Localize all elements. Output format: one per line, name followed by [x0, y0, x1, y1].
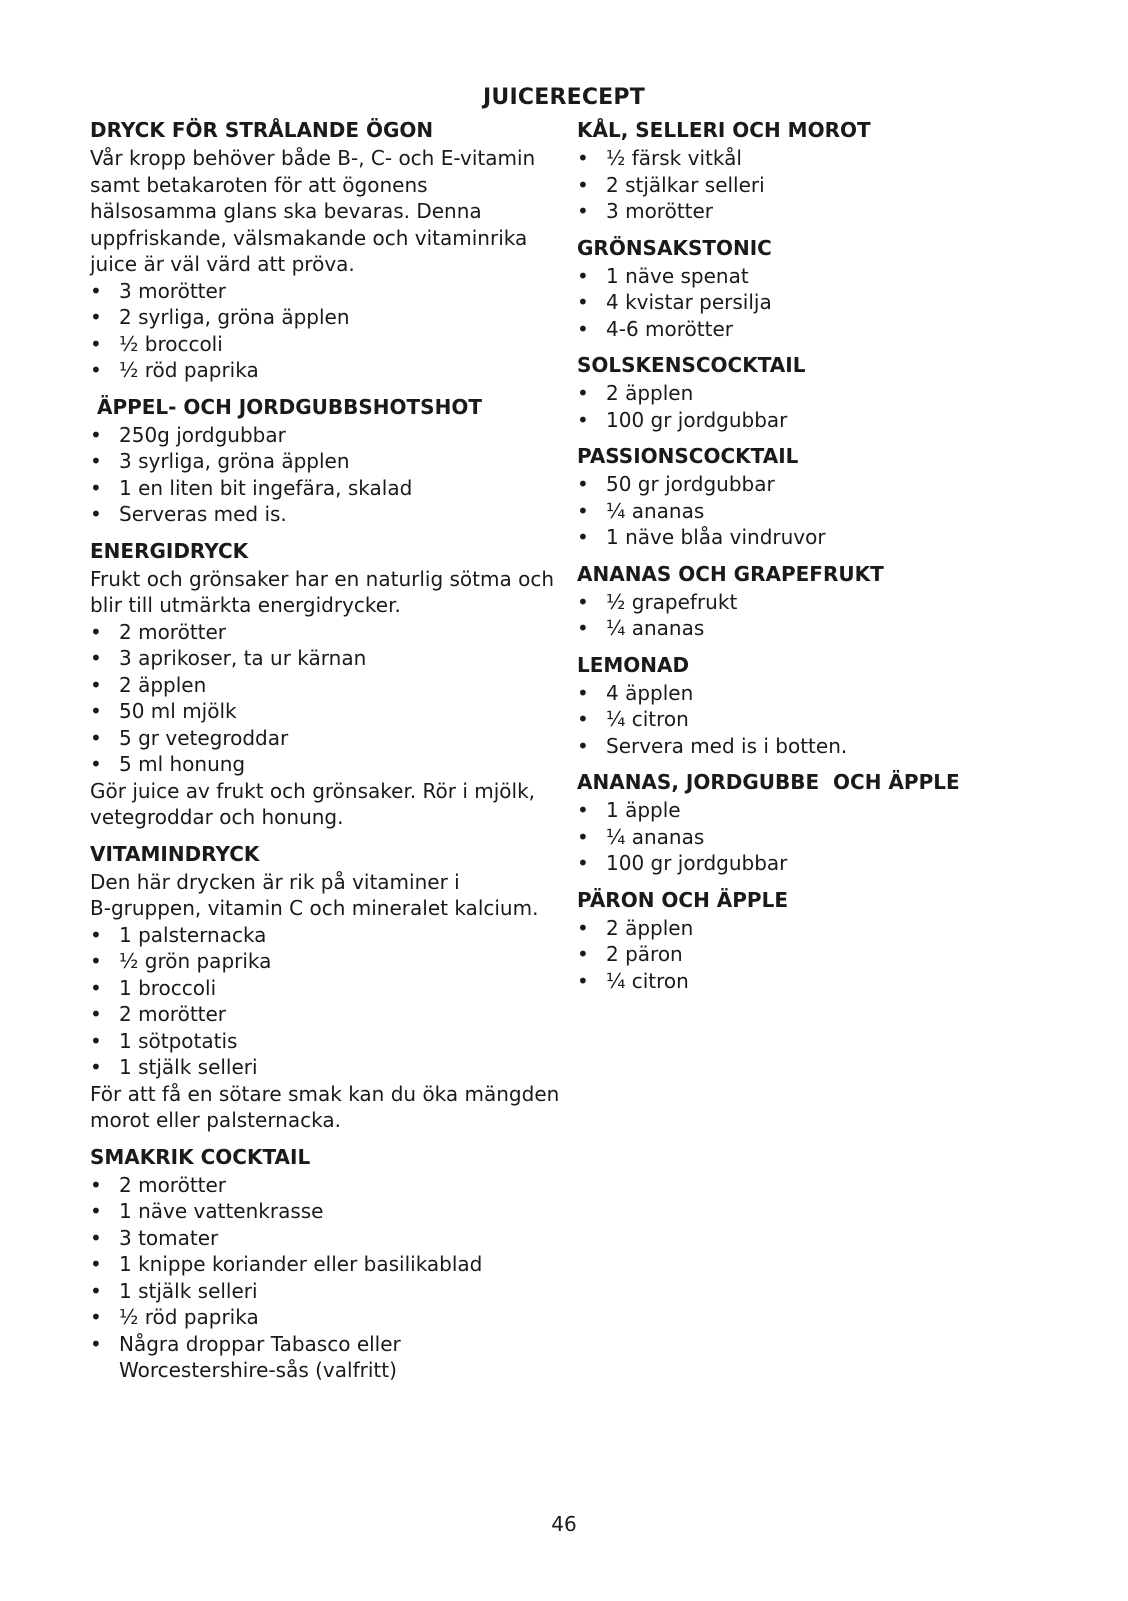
ingredient-item: [90, 698, 570, 725]
ingredient-list: [90, 1172, 570, 1384]
ingredient-text: 3 syrliga, gröna äpplen: [119, 449, 350, 473]
ingredient-item: [577, 706, 1047, 733]
ingredient-list: [577, 471, 1047, 551]
ingredient-text: 2 morötter: [119, 619, 227, 644]
ingredient-item: [90, 645, 570, 672]
recipe-heading: GRÖNSAKSTONIC: [577, 235, 772, 260]
recipe-intro-line: blir till utmärkta energidrycker.: [90, 593, 401, 617]
ingredient-item: [577, 263, 1047, 290]
bullet-icon: •: [90, 1305, 102, 1329]
recipe-intro-line: hälsosamma glans ska bevaras. Denna: [90, 199, 482, 223]
ingredient-text: ½ grön paprika: [119, 949, 272, 973]
recipe-heading: KÅL, SELLERI OCH MOROT: [577, 118, 871, 142]
ingredient-item: [577, 797, 1047, 824]
recipe-heading: ENERGIDRYCK: [90, 538, 249, 563]
ingredient-text: 3 aprikoser, ta ur kärnan: [119, 646, 367, 670]
ingredient-text: 2 morötter: [119, 1002, 227, 1026]
ingredient-item: [90, 1028, 570, 1055]
recipe-heading: PÄRON OCH ÄPPLE: [577, 887, 788, 912]
recipe-intro-line: Frukt och grönsaker har en naturlig sötma och: [90, 566, 555, 591]
ingredient-text: 3 tomater: [119, 1225, 219, 1250]
ingredient-text: 1 knippe koriander eller basilikablad: [119, 1252, 483, 1276]
ingredient-text: 1 palsternacka: [119, 922, 267, 947]
ingredient-item: [90, 751, 570, 778]
ingredient-text: ¼ ananas: [606, 616, 705, 640]
bullet-icon: •: [90, 975, 102, 1000]
recipe-passionscocktail: [577, 442, 1047, 551]
bullet-icon: •: [90, 619, 102, 644]
bullet-icon: •: [90, 1055, 102, 1079]
recipe-heading: LEMONAD: [577, 652, 690, 677]
ingredient-item: [90, 1198, 570, 1225]
recipe-intro-line: B-gruppen, vitamin C och mineralet kalcium.: [90, 896, 539, 920]
bullet-icon: •: [577, 290, 589, 314]
bullet-icon: •: [577, 316, 589, 341]
bullet-icon: •: [577, 824, 589, 849]
ingredient-item: [577, 498, 1047, 525]
recipe-smakrik-cocktail: [90, 1143, 570, 1384]
bullet-icon: •: [90, 422, 102, 447]
recipe-intro-line: Den här drycken är rik på vitaminer i: [90, 869, 460, 894]
recipe-solskenscocktail: [577, 351, 1047, 433]
ingredient-item: [90, 948, 570, 975]
ingredient-text: ½ röd paprika: [119, 358, 259, 382]
right-column: [577, 116, 1047, 1003]
ingredient-text: ¼ ananas: [606, 498, 705, 523]
ingredient-text: 2 stjälkar selleri: [606, 172, 765, 197]
ingredient-list: [90, 278, 570, 384]
ingredient-text: 3 morötter: [606, 199, 714, 223]
ingredient-text: Serveras med is.: [119, 502, 287, 526]
bullet-icon: •: [577, 525, 589, 549]
ingredient-text: ¼ ananas: [606, 824, 705, 849]
ingredient-text: ½ färsk vitkål: [606, 146, 742, 170]
recipe-paron-och-apple: [577, 886, 1047, 995]
recipe-lemonad: [577, 651, 1047, 760]
bullet-icon: •: [577, 915, 589, 940]
ingredient-text: 2 päron: [606, 942, 683, 966]
bullet-icon: •: [90, 1028, 102, 1053]
bullet-icon: •: [90, 1278, 102, 1303]
ingredient-item: [577, 145, 1047, 172]
bullet-icon: •: [90, 449, 102, 473]
ingredient-list: [577, 680, 1047, 760]
ingredient-item: [90, 1054, 570, 1081]
bullet-icon: •: [90, 502, 102, 526]
ingredient-item: [577, 824, 1047, 851]
ingredient-text: 1 sötpotatis: [119, 1028, 238, 1053]
ingredient-text: 1 stjälk selleri: [119, 1055, 258, 1079]
ingredient-item: [90, 1172, 570, 1199]
bullet-icon: •: [90, 922, 102, 947]
ingredient-list: [90, 922, 570, 1081]
ingredient-item: [90, 922, 570, 949]
ingredient-text: 3 morötter: [119, 278, 227, 303]
ingredient-item: [577, 198, 1047, 225]
bullet-icon: •: [90, 1002, 102, 1026]
bullet-icon: •: [577, 851, 589, 875]
ingredient-list: [90, 422, 570, 528]
ingredient-text: 100 gr jordgubbar: [606, 407, 788, 432]
recipe-gronsakstonic: [577, 234, 1047, 343]
bullet-icon: •: [577, 407, 589, 432]
ingredient-text: 50 ml mjölk: [119, 699, 237, 723]
recipe-note-line: Gör juice av frukt och grönsaker. Rör i mjölk,: [90, 778, 536, 803]
ingredient-text: 2 äpplen: [606, 915, 694, 940]
ingredient-item: [90, 975, 570, 1002]
ingredient-text: 4 äpplen: [606, 680, 694, 705]
ingredient-text: ¼ citron: [606, 968, 689, 993]
bullet-icon: •: [90, 752, 102, 776]
bullet-icon: •: [90, 1331, 102, 1356]
ingredient-text: 4 kvistar persilja: [606, 290, 772, 314]
ingredient-item: [577, 289, 1047, 316]
ingredient-text: 1 näve vattenkrasse: [119, 1199, 324, 1223]
bullet-icon: •: [577, 589, 589, 614]
ingredient-item: [577, 316, 1047, 343]
recipe-energidryck: [90, 537, 570, 831]
ingredient-item: [577, 968, 1047, 995]
ingredient-item: [90, 1225, 570, 1252]
recipe-intro-line: juice är väl värd att pröva.: [90, 252, 355, 276]
recipe-heading: SOLSKENSCOCKTAIL: [577, 353, 806, 377]
ingredient-item: [90, 1001, 570, 1028]
recipe-note-line: morot eller palsternacka.: [90, 1108, 341, 1132]
ingredient-text: 2 äpplen: [119, 672, 207, 697]
ingredient-text: ½ grapefrukt: [606, 589, 738, 614]
bullet-icon: •: [90, 305, 102, 329]
bullet-icon: •: [90, 672, 102, 697]
recipe-heading: VITAMINDRYCK: [90, 841, 260, 866]
ingredient-text: 2 morötter: [119, 1172, 227, 1197]
ingredient-text: Servera med is i botten.: [606, 733, 848, 758]
ingredient-item: [577, 615, 1047, 642]
ingredient-item: [90, 331, 570, 358]
bullet-icon: •: [577, 199, 589, 223]
ingredient-item: [90, 672, 570, 699]
ingredient-item: [90, 475, 570, 502]
recipe-intro-line: Vår kropp behöver både B-, C- och E-vitamin: [90, 146, 536, 170]
recipe-dryck-for-stralande-ogon: [90, 116, 570, 384]
recipe-heading: ÄPPEL- OCH JORDGUBBSHOTSHOT: [90, 394, 482, 419]
bullet-icon: •: [577, 172, 589, 197]
recipe-intro-line: uppfriskande, välsmakande och vitaminrika: [90, 225, 528, 250]
bullet-icon: •: [577, 942, 589, 966]
bullet-icon: •: [90, 1199, 102, 1223]
recipe-ananas-jordgubbe-och-apple: [577, 768, 1047, 877]
recipe-heading: SMAKRIK COCKTAIL: [90, 1144, 311, 1169]
ingredient-list: [577, 263, 1047, 343]
ingredient-item: [90, 619, 570, 646]
ingredient-text: 1 näve blåa vindruvor: [606, 525, 826, 549]
bullet-icon: •: [90, 278, 102, 303]
ingredient-text: 1 äpple: [606, 798, 681, 822]
ingredient-text: 1 näve spenat: [606, 263, 749, 288]
bullet-icon: •: [577, 707, 589, 731]
bullet-icon: •: [577, 798, 589, 822]
recipe-intro-line: samt betakaroten för att ögonens: [90, 172, 428, 197]
ingredient-item: [577, 380, 1047, 407]
bullet-icon: •: [577, 680, 589, 705]
recipe-heading: PASSIONSCOCKTAIL: [577, 444, 799, 468]
recipe-ananas-och-grapefrukt: [577, 560, 1047, 642]
recipe-appel-och-jordgubbshotshot: [90, 393, 570, 528]
ingredient-item: [577, 850, 1047, 877]
bullet-icon: •: [577, 498, 589, 523]
bullet-icon: •: [577, 472, 589, 496]
left-column: [90, 116, 570, 1393]
ingredient-text: 1 en liten bit ingefära, skalad: [119, 475, 413, 500]
bullet-icon: •: [90, 1172, 102, 1197]
ingredient-item: [90, 422, 570, 449]
ingredient-item: [577, 680, 1047, 707]
recipe-vitamindryck: [90, 840, 570, 1134]
ingredient-item: [577, 172, 1047, 199]
ingredient-list: [577, 380, 1047, 433]
bullet-icon: •: [90, 1252, 102, 1276]
ingredient-text: 5 gr vetegroddar: [119, 725, 289, 750]
bullet-icon: •: [90, 646, 102, 670]
ingredient-text: ¼ citron: [606, 707, 689, 731]
ingredient-item: [90, 725, 570, 752]
ingredient-list: [577, 915, 1047, 995]
ingredient-list: [90, 619, 570, 778]
recipe-heading: ANANAS OCH GRAPEFRUKT: [577, 561, 884, 586]
ingredient-text: 4-6 morötter: [606, 316, 733, 341]
recipe-note-line: För att få en sötare smak kan du öka mängden: [90, 1081, 560, 1106]
ingredient-text: ½ röd paprika: [119, 1305, 259, 1329]
bullet-icon: •: [90, 699, 102, 723]
ingredient-text: 2 äpplen: [606, 381, 694, 405]
bullet-icon: •: [90, 725, 102, 750]
page-number: 46: [551, 1512, 577, 1536]
bullet-icon: •: [577, 146, 589, 170]
ingredient-text: 1 stjälk selleri: [119, 1278, 258, 1303]
ingredient-text: Några droppar Tabasco eller Worcestershire-sås (valfritt): [119, 1331, 401, 1382]
bullet-icon: •: [90, 949, 102, 973]
ingredient-item: [90, 1251, 570, 1278]
ingredient-item: [90, 1331, 570, 1384]
ingredient-text: 2 syrliga, gröna äpplen: [119, 305, 350, 329]
bullet-icon: •: [577, 381, 589, 405]
ingredient-text: 250g jordgubbar: [119, 422, 286, 447]
bullet-icon: •: [577, 616, 589, 640]
ingredient-item: [577, 407, 1047, 434]
ingredient-item: [90, 357, 570, 384]
ingredient-text: 1 broccoli: [119, 975, 217, 1000]
page-title: JUICERECEPT: [483, 84, 645, 110]
bullet-icon: •: [577, 263, 589, 288]
ingredient-text: 5 ml honung: [119, 752, 246, 776]
ingredient-item: [90, 501, 570, 528]
recipe-heading: ANANAS, JORDGUBBE OCH ÄPPLE: [577, 770, 960, 794]
ingredient-item: [577, 524, 1047, 551]
bullet-icon: •: [90, 331, 102, 356]
ingredient-item: [577, 733, 1047, 760]
ingredient-text: 100 gr jordgubbar: [606, 851, 788, 875]
ingredient-list: [577, 797, 1047, 877]
ingredient-item: [577, 915, 1047, 942]
ingredient-list: [577, 589, 1047, 642]
ingredient-item: [577, 589, 1047, 616]
recipe-note-line: vetegroddar och honung.: [90, 805, 344, 829]
bullet-icon: •: [90, 1225, 102, 1250]
ingredient-item: [577, 471, 1047, 498]
ingredient-item: [90, 304, 570, 331]
bullet-icon: •: [90, 358, 102, 382]
recipe-heading: DRYCK FÖR STRÅLANDE ÖGON: [90, 118, 434, 142]
ingredient-item: [90, 278, 570, 305]
bullet-icon: •: [90, 475, 102, 500]
recipe-kal-selleri-och-morot: [577, 116, 1047, 225]
bullet-icon: •: [577, 733, 589, 758]
ingredient-text: 50 gr jordgubbar: [606, 472, 775, 496]
bullet-icon: •: [577, 968, 589, 993]
ingredient-item: [90, 448, 570, 475]
ingredient-text: ½ broccoli: [119, 331, 223, 356]
ingredient-item: [577, 941, 1047, 968]
ingredient-item: [90, 1278, 570, 1305]
ingredient-list: [577, 145, 1047, 225]
ingredient-item: [90, 1304, 570, 1331]
